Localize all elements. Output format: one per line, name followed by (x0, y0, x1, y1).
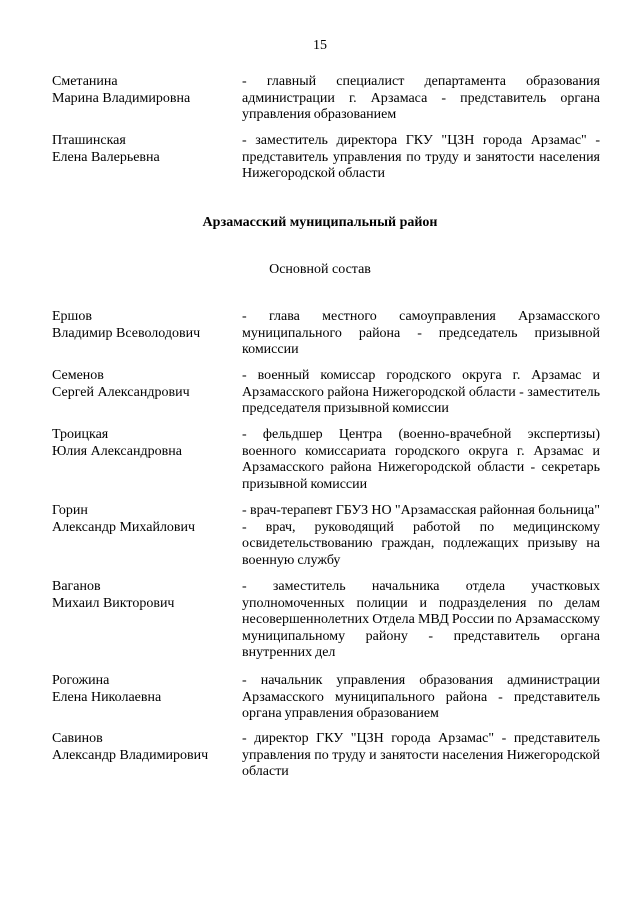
member-given-names: Елена Валерьевна (52, 149, 160, 165)
member-given-names: Александр Михайлович (52, 519, 196, 535)
member-role: - заместитель директора ГКУ "ЦЗН города Арзамас" - представитель управления по труду и занятости населения Нижегородской области (242, 133, 600, 181)
member-name (52, 133, 237, 166)
member-surname: Ваганов (52, 579, 101, 594)
member-name (52, 309, 237, 342)
member-given-names: Юлия Александровна (52, 443, 182, 459)
member-surname: Семенов (52, 368, 104, 383)
member-name (52, 368, 237, 401)
member-surname: Пташинская (52, 133, 126, 148)
member-role: - глава местного самоуправления Арзамасского муниципального района - председатель призывной комиссии (242, 309, 600, 357)
member-role: - врач-терапевт ГБУЗ НО "Арзамасская районная больница" - врач, руководящий работой по медицинскому освидетельствованию граждан, подлежащих призыву на военную службу (242, 503, 600, 568)
member-given-names: Марина Владимировна (52, 90, 191, 106)
member-surname: Троицкая (52, 427, 109, 442)
member-name (52, 503, 237, 536)
member-name (52, 579, 237, 612)
member-role: - директор ГКУ "ЦЗН города Арзамас" - представитель управления по труду и занятости населения Нижегородской области (242, 731, 600, 779)
member-name (52, 731, 237, 764)
member-name (52, 427, 237, 460)
member-given-names: Сергей Александрович (52, 384, 190, 400)
member-surname: Сметанина (52, 74, 118, 89)
member-role: - начальник управления образования администрации Арзамасского муниципального района - представитель органа управления образованием (242, 673, 600, 721)
subsection-title: Основной состав (269, 262, 371, 277)
member-given-names: Елена Николаевна (52, 689, 162, 705)
member-surname: Ершов (52, 309, 92, 324)
member-surname: Савинов (52, 731, 103, 746)
member-role: - главный специалист департамента образования администрации г. Арзамаса - представитель органа управления образованием (242, 74, 600, 122)
member-given-names: Михаил Викторович (52, 595, 175, 611)
member-role: - заместитель начальника отдела участковых уполномоченных полиции и подразделения по делам несовершеннолетних Отдела МВД России по Арзамасскому муниципальному району - представитель органа внутренних дел (242, 579, 600, 660)
page-number: 15 (313, 38, 327, 53)
section-title: Арзамасский муниципальный район (202, 215, 438, 230)
member-role: - военный комиссар городского округа г. Арзамас и Арзамасского района Нижегородской области - заместитель председателя призывной комиссии (242, 368, 600, 416)
member-given-names: Александр Владимирович (52, 747, 209, 763)
member-surname: Рогожина (52, 673, 110, 688)
member-given-names: Владимир Всеволодович (52, 325, 201, 341)
member-role: - фельдшер Центра (военно-врачебной экспертизы) военного комиссариата городского округа г. Арзамас и Арзамасского района Нижегородской области - секретарь призывной комиссии (242, 427, 600, 492)
member-surname: Горин (52, 503, 88, 518)
member-name (52, 74, 237, 107)
member-name (52, 673, 237, 706)
